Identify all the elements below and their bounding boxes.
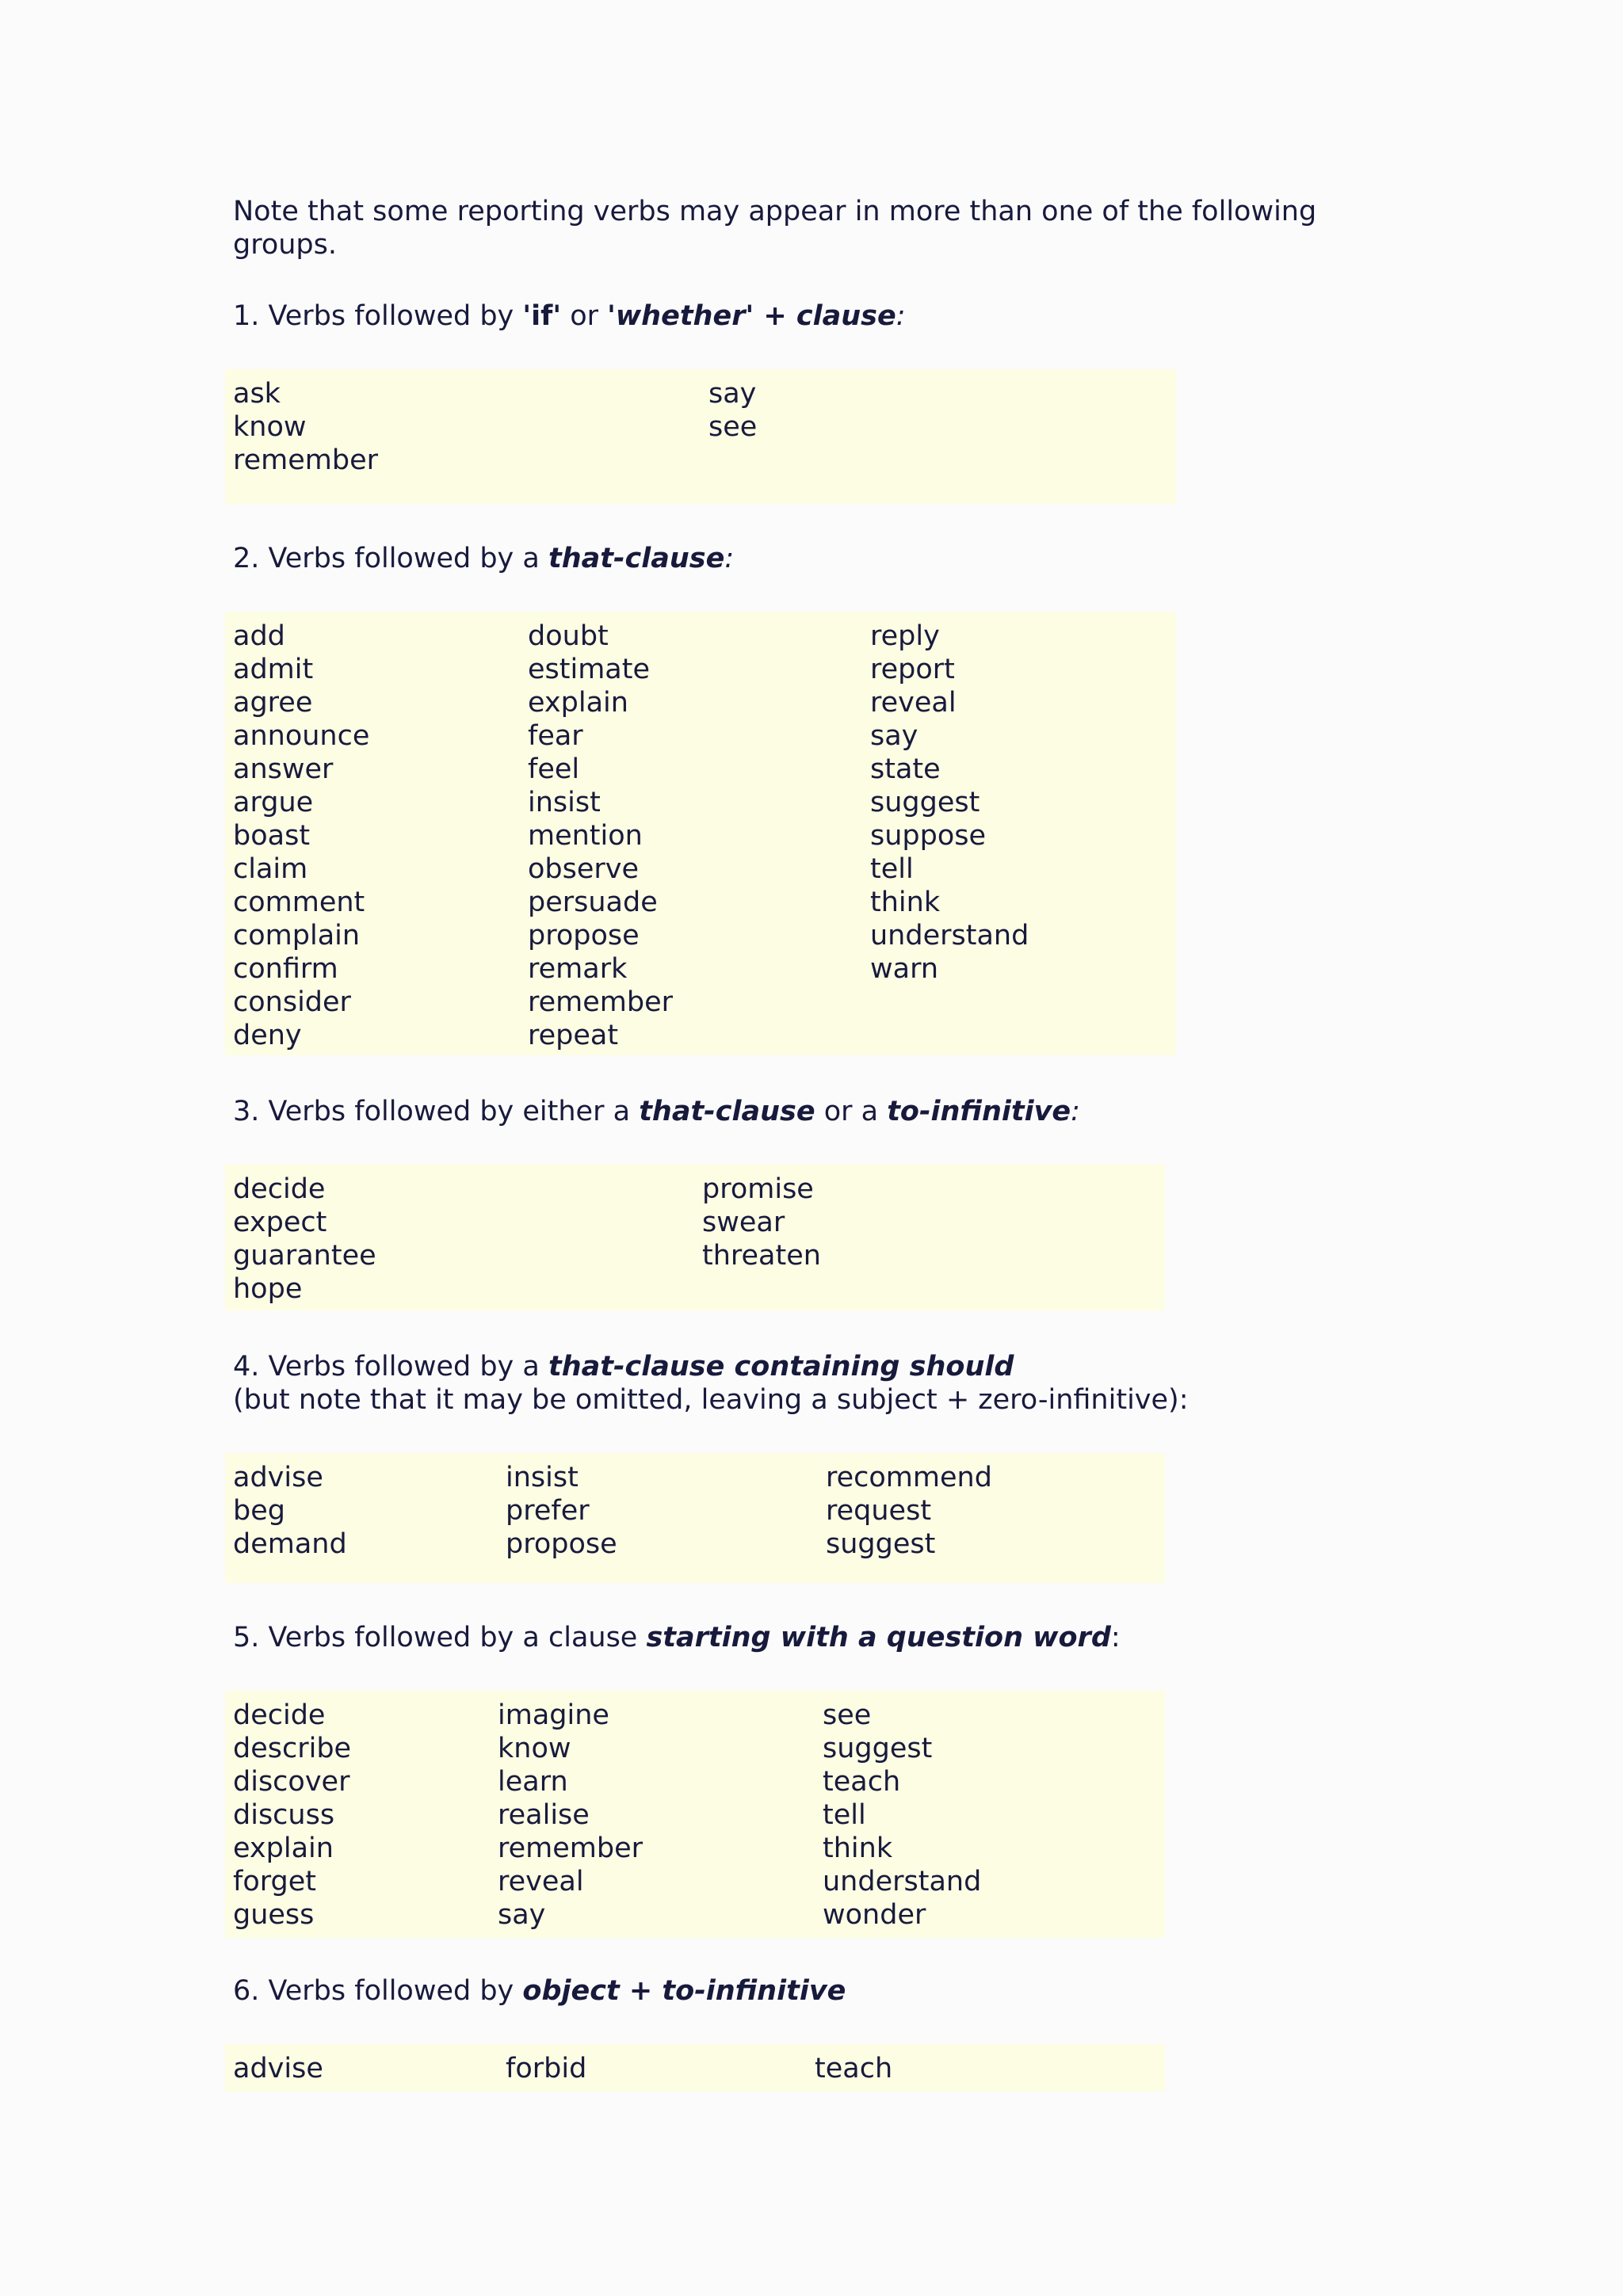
verb: tell	[823, 1799, 866, 1831]
verb: propose	[528, 920, 640, 952]
verb: admit	[233, 654, 314, 685]
verb: wonder	[823, 1899, 926, 1931]
verb: agree	[233, 687, 313, 719]
verb: suggest	[826, 1528, 936, 1560]
verb: hope	[233, 1273, 303, 1305]
verb: see	[708, 411, 758, 443]
verb: request	[826, 1495, 932, 1527]
verb: see	[823, 1699, 872, 1731]
verb: explain	[528, 687, 628, 719]
verb: realise	[498, 1799, 590, 1831]
verb: reveal	[498, 1866, 584, 1897]
verb: discuss	[233, 1799, 335, 1831]
verb: observe	[528, 853, 640, 885]
verb: persuade	[528, 887, 658, 918]
verb: advise	[233, 2053, 323, 2084]
verb: know	[233, 411, 307, 443]
verb: advise	[233, 1462, 323, 1493]
section-1-verb-box	[225, 369, 1176, 504]
verb: think	[823, 1833, 893, 1864]
section-4-heading-note: (but note that it may be omitted, leaving a subject + zero-infinitive):	[233, 1384, 1189, 1416]
verb: guarantee	[233, 1240, 376, 1272]
section-6-heading: 6. Verbs followed by object + to-infinitive	[233, 1975, 846, 2007]
section-1-column-2	[708, 377, 757, 444]
section-4-column-3	[826, 1461, 992, 1561]
verb: suppose	[870, 820, 987, 852]
section-3-column-1	[233, 1173, 376, 1306]
verb: learn	[498, 1766, 568, 1798]
verb: understand	[823, 1866, 982, 1897]
verb: warn	[870, 953, 939, 985]
section-4-verb-box	[225, 1453, 1165, 1583]
verb: insist	[528, 787, 601, 818]
verb: comment	[233, 887, 365, 918]
section-2-column-3	[870, 620, 1029, 986]
verb: beg	[233, 1495, 285, 1527]
section-6-verb-box	[225, 2044, 1165, 2092]
verb: confirm	[233, 953, 338, 985]
section-4-heading: 4. Verbs followed by a that-clause containing should	[233, 1351, 1014, 1383]
verb: consider	[233, 986, 351, 1018]
verb: expect	[233, 1207, 327, 1238]
verb: guess	[233, 1899, 315, 1931]
verb: reveal	[870, 687, 957, 719]
section-5-column-3	[823, 1699, 981, 1932]
verb: remember	[528, 986, 674, 1018]
verb: forget	[233, 1866, 316, 1897]
verb: understand	[870, 920, 1029, 952]
section-2-heading: 2. Verbs followed by a that-clause:	[233, 543, 735, 574]
section-6-column-3	[815, 2052, 892, 2085]
verb: say	[708, 378, 757, 410]
verb: repeat	[528, 1020, 619, 1051]
verb: feel	[528, 753, 580, 785]
section-3-heading: 3. Verbs followed by either a that-clause or a to-infinitive:	[233, 1096, 1080, 1127]
verb: know	[498, 1733, 571, 1764]
verb: demand	[233, 1528, 347, 1560]
verb: think	[870, 887, 941, 918]
verb: ask	[233, 378, 281, 410]
verb: argue	[233, 787, 314, 818]
section-3-verb-box	[225, 1165, 1165, 1310]
section-6-column-2	[506, 2052, 586, 2085]
verb: decide	[233, 1699, 326, 1731]
section-5-verb-box	[225, 1691, 1165, 1938]
verb: say	[498, 1899, 546, 1931]
verb: remember	[498, 1833, 643, 1864]
verb: teach	[823, 1766, 901, 1798]
intro-line-1: Note that some reporting verbs may appear in more than one of the following	[233, 196, 1317, 227]
verb: remember	[233, 444, 379, 476]
section-6-column-1	[233, 2052, 323, 2085]
verb: reply	[870, 620, 940, 652]
section-5-column-1	[233, 1699, 351, 1932]
verb: threaten	[702, 1240, 821, 1272]
verb: report	[870, 654, 955, 685]
verb: state	[870, 753, 941, 785]
verb: boast	[233, 820, 311, 852]
intro-line-2: groups.	[233, 229, 338, 261]
section-2-verb-box	[225, 612, 1176, 1055]
verb: propose	[506, 1528, 617, 1560]
section-2-column-1	[233, 620, 369, 1052]
verb: suggest	[870, 787, 980, 818]
verb: announce	[233, 720, 370, 752]
verb: swear	[702, 1207, 785, 1238]
section-4-column-1	[233, 1461, 347, 1561]
section-3-column-2	[702, 1173, 821, 1272]
section-5-heading: 5. Verbs followed by a clause starting with a question word:	[233, 1622, 1121, 1653]
verb: forbid	[506, 2053, 587, 2084]
verb: recommend	[826, 1462, 992, 1493]
verb: remark	[528, 953, 628, 985]
section-1-heading: 1. Verbs followed by 'if' or 'whether' + clause:	[233, 300, 906, 332]
verb: answer	[233, 753, 334, 785]
verb: mention	[528, 820, 643, 852]
verb: suggest	[823, 1733, 933, 1764]
section-1-column-1	[233, 377, 378, 477]
verb: fear	[528, 720, 583, 752]
verb: complain	[233, 920, 361, 952]
verb: promise	[702, 1173, 814, 1205]
verb: prefer	[506, 1495, 590, 1527]
verb: say	[870, 720, 918, 752]
verb: teach	[815, 2053, 893, 2084]
section-5-column-2	[498, 1699, 643, 1932]
verb: imagine	[498, 1699, 609, 1731]
verb: insist	[506, 1462, 579, 1493]
verb: decide	[233, 1173, 326, 1205]
verb: explain	[233, 1833, 334, 1864]
section-2-column-2	[528, 620, 673, 1052]
verb: estimate	[528, 654, 651, 685]
verb: discover	[233, 1766, 350, 1798]
verb: tell	[870, 853, 914, 885]
verb: doubt	[528, 620, 609, 652]
verb: deny	[233, 1020, 302, 1051]
verb: add	[233, 620, 285, 652]
section-4-column-2	[506, 1461, 617, 1561]
verb: claim	[233, 853, 308, 885]
verb: describe	[233, 1733, 352, 1764]
